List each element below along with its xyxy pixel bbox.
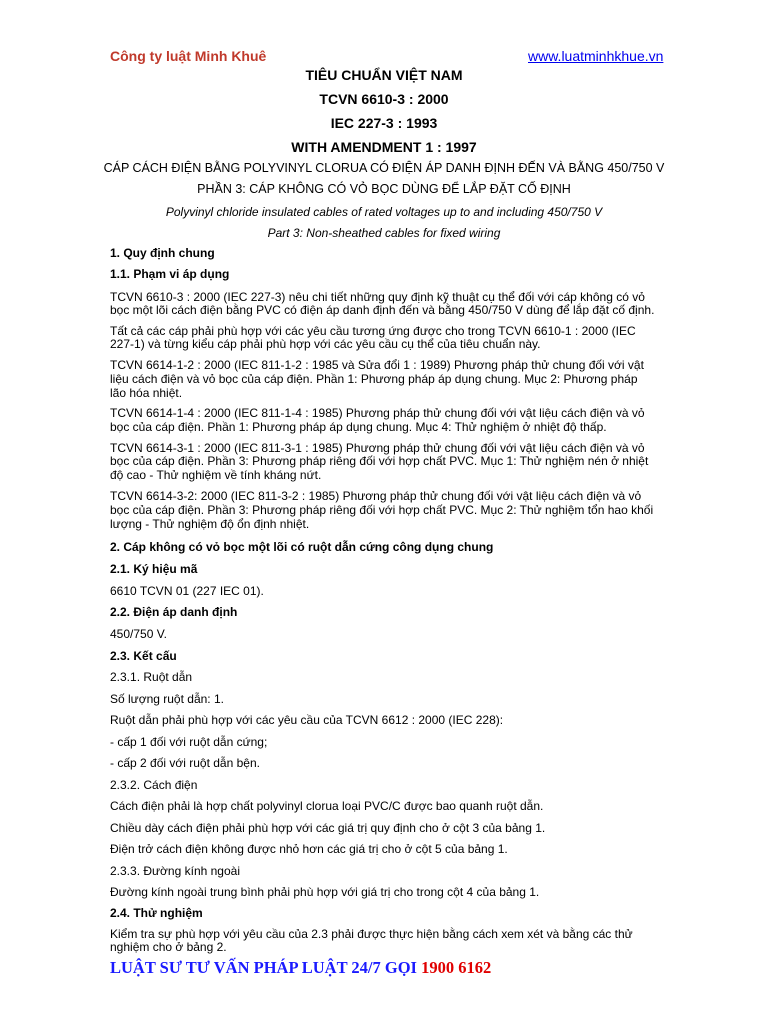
paragraph-line: nghiệm cho ở bảng 2. [110, 940, 227, 954]
vn-part-title: PHẦN 3: CÁP KHÔNG CÓ VỎ BỌC DÙNG ĐỂ LẮP ĐẶT CỐ ĐỊNH [197, 182, 571, 196]
footer-banner [110, 958, 491, 978]
doc-title-line2: TCVN 6610-3 : 2000 [319, 91, 449, 107]
subsection-heading: 2.3.1. Ruột dẫn [110, 670, 193, 684]
subsection-heading: 2.3.2. Cách điện [110, 778, 198, 792]
paragraph-line: bọc của cáp điện. Phần 1: Phương pháp áp dụng chung. Mục 4: Thử nghiệm ở nhiệt độ thấp. [110, 420, 607, 434]
section-heading: 2.1. Ký hiệu mã [110, 562, 198, 576]
paragraph-line: TCVN 6610-3 : 2000 (IEC 227-3) nêu chi tiết những quy định kỹ thuật cụ thể đối với cáp không có vỏ [110, 290, 645, 304]
list-item: - cấp 2 đối với ruột dẫn bện. [110, 756, 260, 770]
section-heading: 1.1. Phạm vi áp dụng [110, 267, 230, 281]
en-title: Polyvinyl chloride insulated cables of rated voltages up to and including 450/750 V [165, 205, 603, 219]
paragraph-line: bọc của cáp điện. Phần 3: Phương pháp riêng đối với hợp chất PVC. Mục 2: Thử nghiệm tổn hao khối [110, 503, 654, 517]
footer-text: LUẬT SƯ TƯ VẤN PHÁP LUẬT 24/7 GỌI [110, 958, 422, 977]
subsection-heading: 2.3.3. Đường kính ngoài [110, 864, 240, 878]
company-name: Công ty luật Minh Khuê [110, 48, 267, 64]
doc-title-line1: TIÊU CHUẨN VIỆT NAM [305, 67, 463, 83]
paragraph-line: liệu cách điện và vỏ bọc của cáp điện. Phần 1: Phương pháp áp dụng chung. Mục 2: Phương pháp [110, 372, 638, 386]
paragraph-line: bọc của cáp điện. Phần 3: Phương pháp riêng đối với hợp chất PVC. Mục 1: Thử nghiệm nén ở nhiệt [110, 454, 649, 468]
section-heading: 2. Cáp không có vỏ bọc một lõi có ruột dẫn cứng công dụng chung [110, 540, 494, 554]
paragraph-line: Điện trở cách điện không được nhỏ hơn các giá trị cho ở cột 5 của bảng 1. [110, 842, 508, 856]
paragraph-line: TCVN 6614-1-4 : 2000 (IEC 811-1-4 : 1985) Phương pháp thử chung đối với vật liệu cách điện và vỏ [110, 406, 645, 420]
section-heading: 1. Quy định chung [110, 246, 215, 260]
paragraph-line: lượng - Thử nghiệm độ ổn định nhiệt. [110, 517, 310, 531]
paragraph-line: 227-1) và từng kiểu cáp phải phù hợp với các yêu cầu cụ thể của tiêu chuẩn này. [110, 337, 541, 351]
paragraph-line: lão hóa nhiệt. [110, 386, 183, 400]
paragraph-line: Đường kính ngoài trung bình phải phù hợp với giá trị cho trong cột 4 của bảng 1. [110, 885, 540, 899]
paragraph-line: bọc một lõi cách điện bằng PVC có điện áp danh định đến và bằng 450/750 V dùng để lắp đặt cố định. [110, 303, 655, 317]
vn-title: CÁP CÁCH ĐIỆN BẰNG POLYVINYL CLORUA CÓ ĐIỆN ÁP DANH ĐỊNH ĐẾN VÀ BẰNG 450/750 V [103, 161, 665, 175]
paragraph-line: TCVN 6614-1-2 : 2000 (IEC 811-1-2 : 1985 và Sửa đổi 1 : 1989) Phương pháp thử chung đối với vật [110, 358, 644, 372]
paragraph-line: Chiều dày cách điện phải phù hợp với các giá trị quy định cho ở cột 3 của bảng 1. [110, 821, 546, 835]
paragraph-line: Cách điện phải là hợp chất polyvinyl clorua loại PVC/C được bao quanh ruột dẫn. [110, 799, 544, 813]
section-heading: 2.2. Điện áp danh định [110, 605, 238, 619]
section-heading: 2.3. Kết cấu [110, 649, 177, 663]
paragraph-line: độ cao - Thử nghiệm về tính kháng nứt. [110, 468, 322, 482]
doc-title-line4: WITH AMENDMENT 1 : 1997 [291, 139, 477, 155]
section-heading: 2.4. Thử nghiệm [110, 906, 203, 920]
doc-title-line3: IEC 227-3 : 1993 [330, 115, 438, 131]
website-link[interactable]: www.luatminhkhue.vn [528, 48, 664, 64]
paragraph-line: Ruột dẫn phải phù hợp với các yêu cầu của TCVN 6612 : 2000 (IEC 228): [110, 713, 504, 727]
paragraph-line: Số lượng ruột dẫn: 1. [110, 692, 224, 706]
list-item: - cấp 1 đối với ruột dẫn cứng; [110, 735, 268, 749]
paragraph-line: Kiểm tra sự phù hợp với yêu cầu của 2.3 phải được thực hiện bằng cách xem xét và bằng các thử [110, 927, 633, 941]
paragraph-line: TCVN 6614-3-2: 2000 (IEC 811-3-2 : 1985) Phương pháp thử chung đối với vật liệu cách điện và vỏ [110, 489, 642, 503]
hotline-number[interactable]: 1900 6162 [421, 958, 492, 977]
paragraph-line: Tất cả các cáp phải phù hợp với các yêu cầu tương ứng được cho trong TCVN 6610-1 : 2000 (IEC [110, 324, 636, 338]
en-part-title: Part 3: Non-sheathed cables for fixed wiring [267, 226, 501, 240]
paragraph-line: TCVN 6614-3-1 : 2000 (IEC 811-3-1 : 1985) Phương pháp thử chung đối với vật liệu cách điện và vỏ [110, 441, 645, 455]
paragraph-line: 450/750 V. [110, 627, 167, 641]
paragraph-line: 6610 TCVN 01 (227 IEC 01). [110, 584, 264, 598]
